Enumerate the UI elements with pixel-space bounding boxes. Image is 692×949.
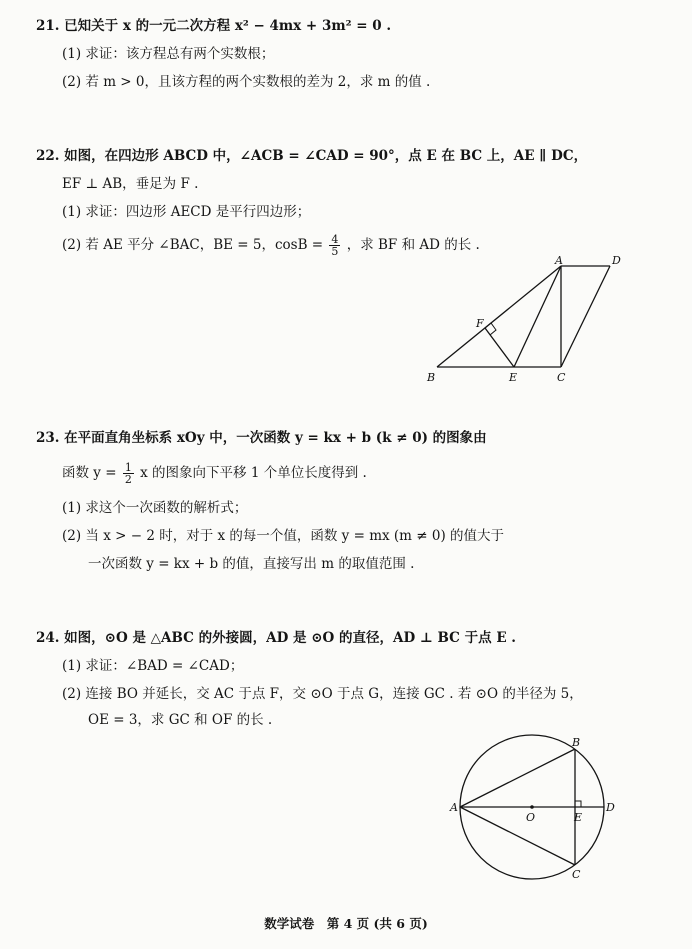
label-D: D	[612, 254, 621, 267]
q23-part1: (1) 求这个一次函数的解析式；	[62, 500, 248, 516]
q24-part2-line1: (2) 连接 BO 并延长，交 AC 于点 F，交 ⊙O 于点 G，连接 GC . 若 ⊙O 的半径为 5，	[62, 686, 583, 702]
label-F: F	[476, 317, 484, 330]
label-C: C	[572, 868, 581, 881]
q24-stem: 24. 如图，⊙O 是 △ABC 的外接圆，AD 是 ⊙O 的直径，AD ⊥ BC 于点 E .	[36, 630, 517, 646]
label-B: B	[572, 736, 581, 749]
q24-part2-line2: OE = 3，求 GC 和 OF 的长 .	[88, 712, 273, 728]
q21-stem: 21. 已知关于 x 的一元二次方程 x² − 4mx + 3m² = 0 .	[36, 18, 392, 34]
fraction-numerator: 4	[331, 233, 339, 246]
q23-part2-line1: (2) 当 x > − 2 时，对于 x 的每一个值，函数 y = mx (m ≠ 0) 的值大于	[62, 528, 505, 544]
label-A: A	[450, 801, 458, 814]
q22-stem-line1: 22. 如图，在四边形 ABCD 中，∠ACB = ∠CAD = 90°，点 E 在 BC 上，AE ∥ DC，	[36, 148, 588, 164]
label-C: C	[557, 371, 566, 384]
quadrilateral-diagram	[425, 250, 625, 390]
q24-part1: (1) 求证：∠BAD = ∠CAD；	[62, 658, 244, 674]
q21-part2: (2) 若 m > 0，且该方程的两个实数根的差为 2，求 m 的值 .	[62, 74, 431, 90]
page-footer: 数学试卷 第 4 页 (共 6 页)	[264, 916, 428, 931]
fraction-denominator: 2	[124, 473, 132, 486]
label-O: O	[526, 811, 536, 824]
q22-stem-line2: EF ⊥ AB，垂足为 F .	[62, 176, 199, 192]
q22-part2	[62, 234, 480, 257]
label-E: E	[509, 371, 518, 384]
q23-stem-text: 函数 y =	[62, 465, 117, 481]
q23-stem-line1: 23. 在平面直角坐标系 xOy 中，一次函数 y = kx + b (k ≠ 0) 的图象由	[36, 430, 487, 446]
q23-stem-tail: x 的图象向下平移 1 个单位长度得到 .	[140, 465, 367, 481]
label-B: B	[427, 371, 436, 384]
label-D: D	[606, 801, 615, 814]
q23-part2-line2: 一次函数 y = kx + b 的值，直接写出 m 的取值范围 .	[88, 556, 415, 572]
label-E: E	[574, 811, 583, 824]
q22-part2-text: (2) 若 AE 平分 ∠BAC，BE = 5，cosB =	[62, 237, 324, 253]
label-A: A	[555, 254, 563, 267]
cos-fraction	[329, 234, 340, 257]
q23-stem-line2	[62, 462, 367, 485]
q22-part1: (1) 求证：四边形 AECD 是平行四边形；	[62, 204, 311, 220]
q21-part1: (1) 求证：该方程总有两个实数根；	[62, 46, 275, 62]
q22-part2-tail: ，求 BF 和 AD 的长 .	[346, 237, 480, 253]
fraction-denominator: 5	[331, 245, 339, 258]
slope-fraction	[123, 462, 134, 485]
fraction-numerator: 1	[124, 461, 132, 474]
circle-diagram	[440, 730, 620, 890]
